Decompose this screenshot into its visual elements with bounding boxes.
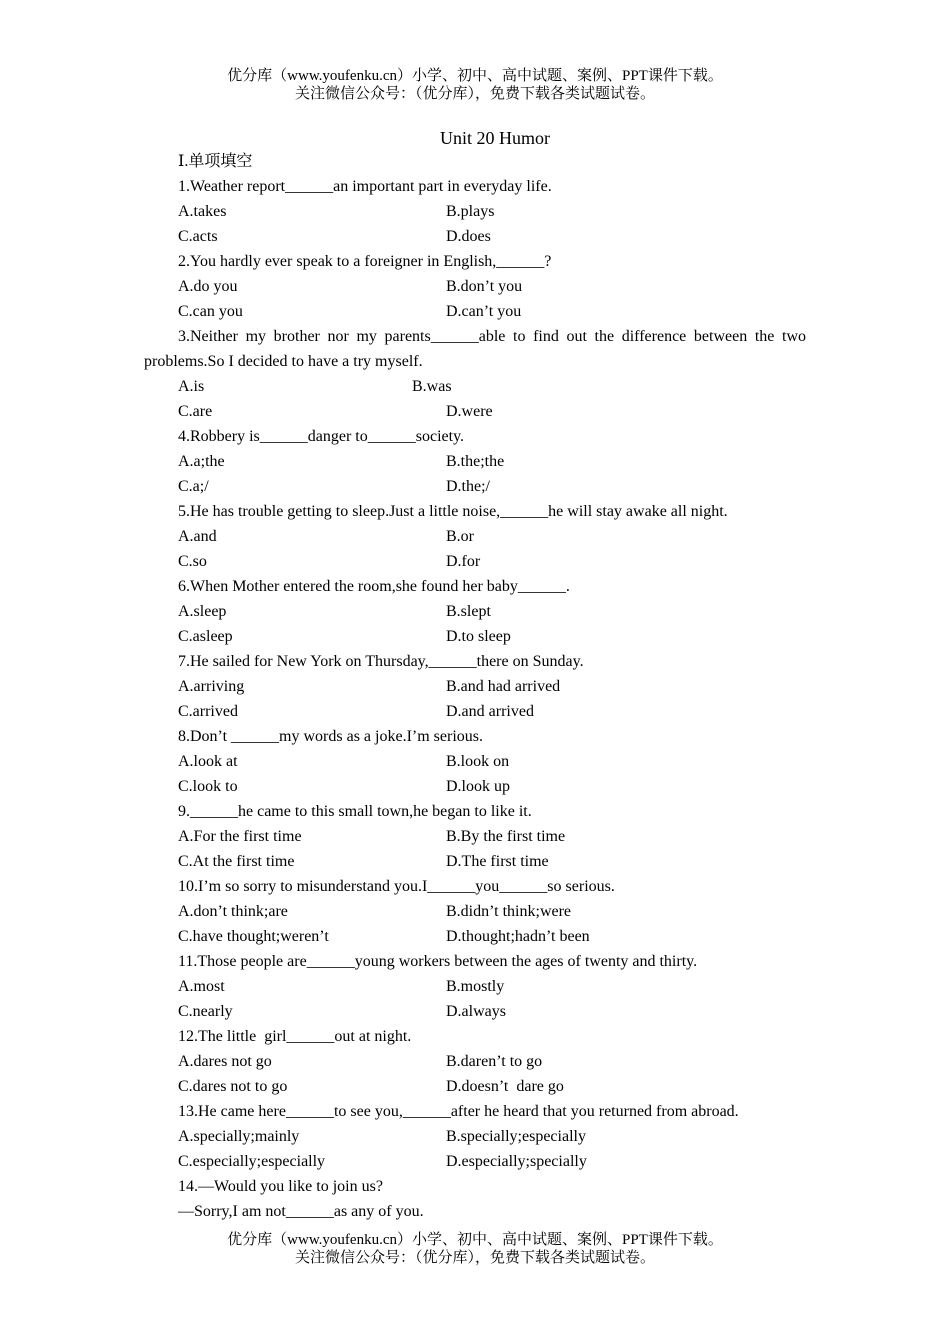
question-6-options-row-1 xyxy=(144,599,806,624)
option-a: A.arriving xyxy=(178,678,245,695)
option-b: B.didn’t think;were xyxy=(446,903,572,920)
question-4-options-row-2 xyxy=(144,474,806,499)
option-a: A.takes xyxy=(178,203,227,220)
question-4-options-row-1 xyxy=(144,449,806,474)
footer-line-1: 优分库（www.youfenku.cn）小学、初中、高中试题、案例、PPT课件下载。 xyxy=(227,1232,723,1248)
section-heading: Ⅰ.单项填空 xyxy=(178,153,253,170)
option-c: C.dares not to go xyxy=(178,1078,288,1095)
option-c: C.nearly xyxy=(178,1003,233,1020)
question-1-options-row-1 xyxy=(144,199,806,224)
option-a: A.and xyxy=(178,528,217,545)
question-14-stem: 14.—Would you like to join us? xyxy=(178,1178,383,1195)
option-a: A.For the first time xyxy=(178,828,302,845)
option-d: D.does xyxy=(446,228,491,245)
option-b: B.the;the xyxy=(446,453,505,470)
question-3-options-row-2 xyxy=(144,399,806,424)
option-b: B.daren’t to go xyxy=(446,1053,543,1070)
question-9-options-row-2 xyxy=(144,849,806,874)
question-9-stem: 9.______he came to this small town,he began to like it. xyxy=(178,803,532,820)
question-12-options-row-1 xyxy=(144,1049,806,1074)
question-11-options-row-1 xyxy=(144,974,806,999)
question-10-stem: 10.I’m so sorry to misunderstand you.I______you______so serious. xyxy=(178,878,615,895)
option-c: C.can you xyxy=(178,303,243,320)
option-b: B.and had arrived xyxy=(446,678,561,695)
option-b: B.plays xyxy=(446,203,495,220)
option-c: C.especially;especially xyxy=(178,1153,326,1170)
question-12-stem: 12.The little girl______out at night. xyxy=(178,1028,412,1045)
option-b: B.don’t you xyxy=(446,278,523,295)
option-d: D.for xyxy=(446,553,481,570)
question-13-options-row-2 xyxy=(144,1149,806,1174)
option-b: B.look on xyxy=(446,753,510,770)
question-2-stem: 2.You hardly ever speak to a foreigner in English,______? xyxy=(178,253,552,270)
option-a: A.look at xyxy=(178,753,238,770)
option-a: A.a;the xyxy=(178,453,225,470)
option-b: B.was xyxy=(412,378,452,395)
option-a: A.dares not go xyxy=(178,1053,272,1070)
page-footer xyxy=(0,1231,950,1267)
header-line-1: 优分库（www.youfenku.cn）小学、初中、高中试题、案例、PPT课件下载。 xyxy=(227,68,723,84)
question-8-options-row-1 xyxy=(144,749,806,774)
question-5-options-row-1 xyxy=(144,524,806,549)
option-c: C.At the first time xyxy=(178,853,295,870)
question-8-options-row-2 xyxy=(144,774,806,799)
question-7-options-row-2 xyxy=(144,699,806,724)
option-c: C.asleep xyxy=(178,628,233,645)
question-2-options-row-2 xyxy=(144,299,806,324)
option-d: D.The first time xyxy=(446,853,549,870)
question-4-stem: 4.Robbery is______danger to______society. xyxy=(178,428,465,445)
option-d: D.always xyxy=(446,1003,506,1020)
question-2-options-row-1 xyxy=(144,274,806,299)
option-d: D.look up xyxy=(446,778,510,795)
option-a: A.do you xyxy=(178,278,238,295)
option-b: B.slept xyxy=(446,603,491,620)
question-14-reply: —Sorry,I am not______as any of you. xyxy=(178,1203,424,1220)
question-10-options-row-1 xyxy=(144,899,806,924)
option-b: B.mostly xyxy=(446,978,505,995)
option-d: D.and arrived xyxy=(446,703,534,720)
option-a: A.specially;mainly xyxy=(178,1128,300,1145)
document-title: Unit 20 Humor xyxy=(440,128,550,148)
question-11-options-row-2 xyxy=(144,999,806,1024)
option-d: D.can’t you xyxy=(446,303,522,320)
question-10-options-row-2 xyxy=(144,924,806,949)
option-a: A.is xyxy=(178,378,205,395)
option-d: D.were xyxy=(446,403,493,420)
option-a: A.sleep xyxy=(178,603,227,620)
question-6-options-row-2 xyxy=(144,624,806,649)
question-7-stem: 7.He sailed for New York on Thursday,______there on Sunday. xyxy=(178,653,584,670)
option-c: C.are xyxy=(178,403,213,420)
question-11-stem: 11.Those people are______young workers between the ages of twenty and thirty. xyxy=(178,953,698,970)
option-d: D.to sleep xyxy=(446,628,511,645)
question-1-stem: 1.Weather report______an important part in everyday life. xyxy=(178,178,552,195)
option-c: C.look to xyxy=(178,778,238,795)
option-d: D.doesn’t dare go xyxy=(446,1078,564,1095)
option-d: D.thought;hadn’t been xyxy=(446,928,590,945)
question-8-stem: 8.Don’t ______my words as a joke.I’m serious. xyxy=(178,728,483,745)
question-12-options-row-2 xyxy=(144,1074,806,1099)
option-d: D.the;/ xyxy=(446,478,490,495)
option-b: B.or xyxy=(446,528,474,545)
header-line-2: 关注微信公众号：（优分库），免费下载各类试题试卷。 xyxy=(294,86,655,102)
question-3-stem: 3.Neither my brother nor my parents______able to find out the difference between the two problems.So I decided to have a try myself. xyxy=(144,328,806,370)
option-a: A.don’t think;are xyxy=(178,903,288,920)
footer-line-2: 关注微信公众号：（优分库），免费下载各类试题试卷。 xyxy=(294,1250,655,1266)
option-c: C.have thought;weren’t xyxy=(178,928,329,945)
question-6-stem: 6.When Mother entered the room,she found her baby______. xyxy=(178,578,570,595)
question-5-options-row-2 xyxy=(144,549,806,574)
question-5-stem: 5.He has trouble getting to sleep.Just a little noise,______he will stay awake all night. xyxy=(178,503,728,520)
option-c: C.a;/ xyxy=(178,478,209,495)
question-7-options-row-1 xyxy=(144,674,806,699)
option-c: C.arrived xyxy=(178,703,238,720)
option-d: D.especially;specially xyxy=(446,1153,587,1170)
question-13-options-row-1 xyxy=(144,1124,806,1149)
option-c: C.so xyxy=(178,553,207,570)
page-header xyxy=(0,67,950,103)
exercise-body xyxy=(144,149,806,1224)
option-c: C.acts xyxy=(178,228,218,245)
question-1-options-row-2 xyxy=(144,224,806,249)
question-3-options-row-1 xyxy=(144,374,806,399)
question-9-options-row-1 xyxy=(144,824,806,849)
option-a: A.most xyxy=(178,978,225,995)
question-13-stem: 13.He came here______to see you,______after he heard that you returned from abroad. xyxy=(178,1103,739,1120)
option-b: B.By the first time xyxy=(446,828,566,845)
option-b: B.specially;especially xyxy=(446,1128,586,1145)
